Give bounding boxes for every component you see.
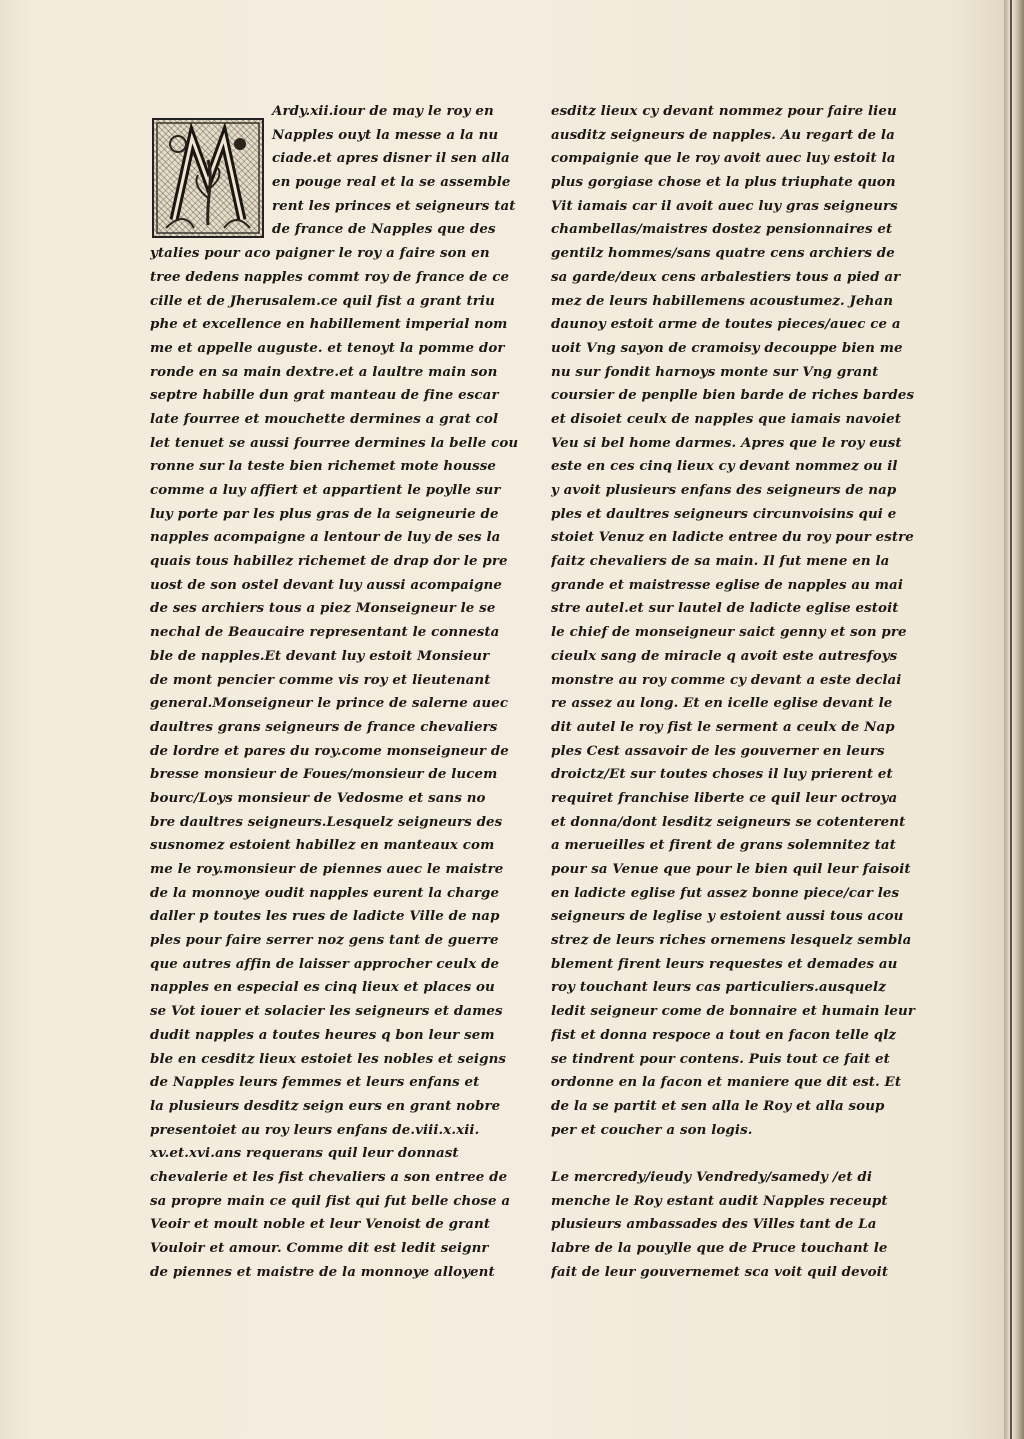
text-line: esditz lieux cy devant nommez pour faire lieu	[551, 103, 897, 119]
text-line: xv.et.xvi.ans requerans quil leur donnast	[150, 1145, 459, 1162]
text-line: compaignie que le roy avoit auec luy estoit la	[551, 150, 896, 167]
text-line: ronde en sa main dextre.et a laultre main son	[150, 363, 498, 380]
text-line: ples pour faire serrer noz gens tant de guerre	[150, 932, 499, 949]
text-line: bourc/Loys monsieur de Vedosme et sans no	[150, 789, 486, 806]
text-line: phe et excellence en habillement imperial nom	[150, 316, 508, 333]
text-line: sa garde/deux cens arbalestiers tous a pied ar	[551, 268, 901, 285]
text-line: de Napples leurs femmes et leurs enfans et	[150, 1074, 480, 1091]
text-line: general.Monseigneur le prince de salerne auec	[150, 695, 509, 712]
text-line: ytalies pour aco paigner le roy a faire son en	[150, 245, 490, 262]
text-line: requiret franchise liberte ce quil leur octroya	[551, 789, 898, 806]
text-line: uost de son ostel devant luy aussi acompaigne	[150, 576, 502, 593]
text-line: ples Cest assavoir de les gouverner en leurs	[551, 742, 885, 759]
text-line: en ladicte eglise fut assez bonne piece/car les	[551, 884, 900, 901]
text-line: fait de leur gouvernemet sca voit quil devoit	[551, 1263, 889, 1280]
text-line: late fourree et mouchette dermines a grat col	[150, 410, 499, 427]
text-line: plus gorgiase chose et la plus triuphate quon	[551, 174, 896, 191]
text-line: Vit iamais car il avoit auec luy gras seigneurs	[551, 197, 898, 214]
text-line: nechal de Beaucaire representant le connesta	[150, 624, 500, 641]
text-line: cieulx sang de miracle q avoit este autresfoys	[551, 647, 898, 664]
text-line: et disoiet ceulx de napples que iamais navoiet	[551, 410, 902, 427]
text-line: mez de leurs habillemens acoustumez. Jehan	[551, 292, 894, 309]
text-line: susnomez estoient habillez en manteaux com	[150, 837, 495, 854]
text-line: la plusieurs desditz seign eurs en grant nobre	[150, 1097, 501, 1114]
paragraph-gap	[551, 1142, 936, 1166]
text-line: re assez au long. Et en icelle eglise devant le	[551, 695, 893, 712]
text-line: menche le Roy estant audit Napples receupt	[551, 1192, 888, 1209]
gutter-line	[1010, 0, 1012, 1439]
text-line: de mont pencier comme vis roy et lieutenant	[150, 671, 491, 688]
text-line: ples et daultres seigneurs circunvoisins qui e	[551, 505, 897, 522]
text-line: sa propre main ce quil fist qui fut belle chose a	[150, 1192, 511, 1209]
text-line: Ardy.xii.iour de may le roy en	[272, 103, 494, 119]
text-line: faitz chevaliers de sa main. Il fut mene en la	[551, 553, 890, 570]
text-line: fist et donna respoce a tout en facon telle qlz	[551, 1026, 897, 1043]
text-line: stre autel.et sur lautel de ladicte eglise estoit	[551, 600, 899, 617]
text-line: dudit napples a toutes heures q bon leur sem	[150, 1026, 495, 1043]
text-line: ausditz seigneurs de napples. Au regart de la	[551, 126, 895, 143]
text-line: de lordre et pares du roy.come monseigneur de	[150, 742, 509, 759]
text-line: le chief de monseigneur saict genny et son pre	[551, 624, 907, 641]
text-line: bresse monsieur de Foues/monsieur de lucem	[150, 766, 498, 783]
text-line: a merueilles et firent de grans solemnitez tat	[551, 837, 896, 854]
left-text-column	[150, 100, 525, 1284]
text-line: napples acompaigne a lentour de luy de ses la	[150, 529, 501, 546]
text-line: daunoy estoit arme de toutes pieces/auec ce a	[551, 316, 901, 333]
text-line: en pouge real et la se assemble	[272, 174, 511, 191]
text-line: se tindrent pour contens. Puis tout ce fait et	[551, 1050, 890, 1067]
text-line: Napples ouyt la messe a la nu	[272, 126, 499, 143]
text-line: daultres grans seigneurs de france chevaliers	[150, 718, 498, 735]
ink-offset-ghost	[820, 1102, 950, 1142]
text-line: rent les princes et seigneurs tat	[272, 197, 516, 214]
text-line: monstre au roy comme cy devant a este declai	[551, 671, 902, 688]
text-line: septre habille dun grat manteau de fine escar	[150, 387, 499, 404]
text-line: presentoiet au roy leurs enfans de.viii.x.xii.	[150, 1121, 480, 1138]
text-line: ble de napples.Et devant luy estoit Monsieur	[150, 647, 490, 664]
text-line: labre de la pouylle que de Pruce touchant le	[551, 1240, 888, 1256]
text-line: de ses archiers tous a piez Monseigneur le se	[150, 600, 496, 617]
text-line: chevalerie et les fist chevaliers a son entree de	[150, 1168, 508, 1185]
text-line: pour sa Venue que pour le bien quil leur faisoit	[551, 861, 911, 877]
text-line: stoiet Venuz en ladicte entree du roy pour estre	[551, 529, 914, 546]
text-line: se Vot iouer et solacier les seigneurs et dames	[150, 1003, 503, 1020]
text-line: et donna/dont lesditz seigneurs se cotenterent	[551, 813, 906, 830]
text-line: y avoit plusieurs enfans des seigneurs de nap	[551, 482, 897, 498]
text-line: Veu si bel home darmes. Apres que le roy eust	[551, 434, 902, 451]
text-line: roy touchant leurs cas particuliers.ausquelz	[551, 979, 886, 996]
text-line: bre daultres seigneurs.Lesquelz seigneurs des	[150, 813, 503, 830]
text-line: de piennes et maistre de la monnoye alloyent	[150, 1263, 495, 1280]
text-line: let tenuet se aussi fourree dermines la belle cou	[150, 434, 519, 451]
text-line: dit autel le roy fist le serment a ceulx de Nap	[551, 718, 895, 735]
text-line: ciade.et apres disner il sen alla	[272, 150, 510, 167]
text-line: nu sur fondit harnoys monte sur Vng grant	[551, 363, 879, 380]
text-line: me et appelle auguste. et tenoyt la pomme dor	[150, 339, 505, 356]
text-line: quais tous habillez richemet de drap dor le pre	[150, 553, 508, 570]
text-line: plusieurs ambassades des Villes tant de La	[551, 1216, 877, 1233]
text-line: Vouloir et amour. Comme dit est ledit seignr	[150, 1240, 489, 1256]
text-line: ronne sur la teste bien richemet mote housse	[150, 458, 496, 475]
text-line: este en ces cinq lieux cy devant nommez ou il	[551, 458, 898, 475]
text-line: droictz/Et sur toutes choses il luy prierent et	[551, 766, 893, 783]
text-line: de france de Napples que des	[272, 221, 496, 238]
text-line: Le mercredy/ieudy Vendredy/samedy /et di	[551, 1168, 873, 1185]
text-line: blement firent leurs requestes et demades au	[551, 955, 898, 972]
text-line: uoit Vng sayon de cramoisy decouppe bien me	[551, 339, 903, 356]
text-line: Veoir et moult noble et leur Venoist de grant	[150, 1216, 491, 1233]
text-line: luy porte par les plus gras de la seigneurie de	[150, 505, 499, 522]
text-line: coursier de penplle bien barde de riches bardes	[551, 387, 915, 404]
text-line: cille et de Jherusalem.ce quil fist a grant triu	[150, 292, 495, 309]
text-line: chambellas/maistres dostez pensionnaires et	[551, 221, 893, 238]
text-line: grande et maistresse eglise de napples au mai	[551, 576, 904, 593]
book-spine	[1004, 0, 1024, 1439]
text-line: seigneurs de leglise y estoient aussi tous acou	[551, 908, 904, 925]
text-line: de la monnoye oudit napples eurent la charge	[150, 884, 500, 901]
text-line: que autres affin de laisser approcher ceulx de	[150, 955, 500, 972]
text-line: strez de leurs riches ornemens lesquelz sembla	[551, 932, 912, 949]
text-line: ble en cesditz lieux estoiet les nobles et seigns	[150, 1050, 507, 1067]
text-line: per et coucher a son logis.	[551, 1121, 753, 1138]
text-line: gentilz hommes/sans quatre cens archiers de	[551, 245, 895, 262]
text-line: napples en especial es cinq lieux et places ou	[150, 979, 495, 996]
text-line: me le roy.monsieur de piennes auec le maistre	[150, 861, 504, 877]
text-line: ledit seigneur come de bonnaire et humain leur	[551, 1003, 916, 1020]
text-line: comme a luy affiert et appartient le poylle sur	[150, 482, 501, 498]
text-line: de la se partit et sen alla le Roy et alla soup	[551, 1097, 885, 1114]
text-line: tree dedens napples commt roy de france de ce	[150, 268, 510, 285]
text-line: ordonne en la facon et maniere que dit est. Et	[551, 1074, 902, 1091]
text-line: daller p toutes les rues de ladicte Ville de nap	[150, 908, 500, 925]
